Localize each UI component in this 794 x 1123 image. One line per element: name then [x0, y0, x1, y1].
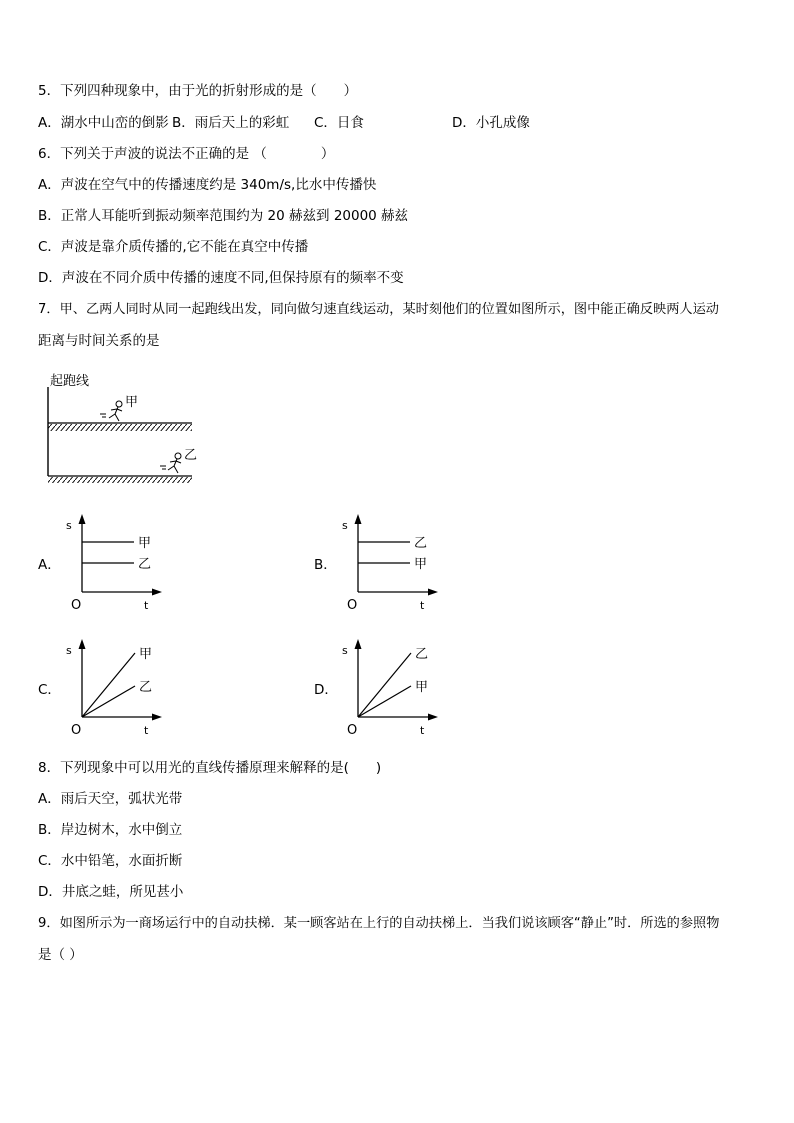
graph-a-origin-label: O — [71, 598, 82, 613]
graph-b-t-label: t — [420, 599, 425, 612]
graph-d-x-arrow — [428, 714, 438, 721]
graph-d-series-0-line — [358, 653, 411, 717]
q5-option-b: B．雨后天上的彩虹 — [172, 115, 290, 131]
graph-a-series-0-label: 甲 — [138, 536, 152, 551]
graph-b-x-arrow — [428, 589, 438, 596]
graph-b-origin-label: O — [347, 598, 358, 613]
q8-stem: 8．下列现象中可以用光的直线传播原理来解释的是( ) — [38, 760, 382, 776]
lane-hatch-lower — [48, 477, 192, 483]
graph-a-t-label: t — [144, 599, 149, 612]
q7-option-a-label: A． — [38, 557, 61, 573]
q6-option-a: A．声波在空气中的传播速度约是 340m/s,比水中传播快 — [38, 177, 377, 193]
q6-option-b: B．正常人耳能听到振动频率范围约为 20 赫兹到 20000 赫兹 — [38, 208, 409, 224]
graph-a-y-arrow — [79, 514, 86, 524]
lane-hatch-upper — [48, 424, 192, 431]
start-line-label: 起跑线 — [50, 374, 90, 389]
q7-stem-line1: 7．甲、乙两人同时从同一起跑线出发，同向做匀速直线运动，某时刻他们的位置如图所示，图中能正确反映两人运动 — [38, 302, 719, 317]
graph-b-y-arrow — [355, 514, 362, 524]
q9-stem-line2: 是（ ） — [38, 947, 83, 963]
graph-b-s-label: s — [342, 519, 348, 532]
q5-stem: 5．下列四种现象中，由于光的折射形成的是（ ） — [38, 83, 358, 99]
runner-jia-label: 甲 — [125, 395, 139, 410]
graph-a-s-label: s — [66, 519, 72, 532]
q8-option-a: A．雨后天空，弧状光带 — [38, 791, 183, 807]
q7-option-c-label: C． — [38, 682, 61, 698]
graph-c-series-0-label: 甲 — [139, 647, 153, 662]
q6-option-c: C．声波是靠介质传播的,它不能在真空中传播 — [38, 239, 309, 255]
graph-b-series-0-label: 乙 — [414, 536, 428, 551]
graph-c-x-arrow — [152, 714, 162, 721]
graph-d-origin-label: O — [347, 723, 358, 738]
graph-c-series-1-line — [82, 686, 135, 717]
graph-a-series-1-label: 乙 — [138, 557, 152, 572]
q7-option-b-label: B． — [314, 557, 337, 573]
q8-option-d: D．井底之蛙，所见甚小 — [38, 884, 184, 900]
graph-d-series-0-label: 乙 — [415, 647, 429, 662]
q5-option-c: C．日食 — [314, 115, 364, 131]
q7-option-d-label: D． — [314, 682, 338, 698]
q7-stem-line2: 距离与时间关系的是 — [38, 333, 160, 349]
q6-option-d: D．声波在不同介质中传播的速度不同,但保持原有的频率不变 — [38, 270, 404, 286]
graph-d-y-arrow — [355, 639, 362, 649]
runner-jia-icon — [100, 401, 122, 421]
q5-option-a: A．湖水中山峦的倒影 — [38, 115, 169, 131]
graph-c-s-label: s — [66, 644, 72, 657]
graph-d-series-1-label: 甲 — [415, 680, 429, 695]
q6-stem: 6．下列关于声波的说法不正确的是 （ ） — [38, 146, 335, 162]
graph-c-series-1-label: 乙 — [139, 680, 153, 695]
q8-option-b: B．岸边树木，水中倒立 — [38, 822, 183, 838]
q5-option-d: D．小孔成像 — [452, 115, 530, 131]
runner-yi-icon — [160, 453, 181, 473]
graph-d-series-1-line — [358, 686, 411, 717]
graph-a-x-arrow — [152, 589, 162, 596]
graph-d-t-label: t — [420, 724, 425, 737]
graph-d-s-label: s — [342, 644, 348, 657]
q8-option-c: C．水中铅笔，水面折断 — [38, 853, 183, 869]
graph-c-series-0-line — [82, 653, 135, 717]
graph-c-y-arrow — [79, 639, 86, 649]
graph-b-series-1-label: 甲 — [414, 557, 428, 572]
graph-c-origin-label: O — [71, 723, 82, 738]
graph-c-t-label: t — [144, 724, 149, 737]
runner-yi-label: 乙 — [184, 448, 198, 463]
q9-stem-line1: 9．如图所示为一商场运行中的自动扶梯．某一顾客站在上行的自动扶梯上．当我们说该顾客“静止”时．所选的参照物 — [38, 916, 720, 931]
